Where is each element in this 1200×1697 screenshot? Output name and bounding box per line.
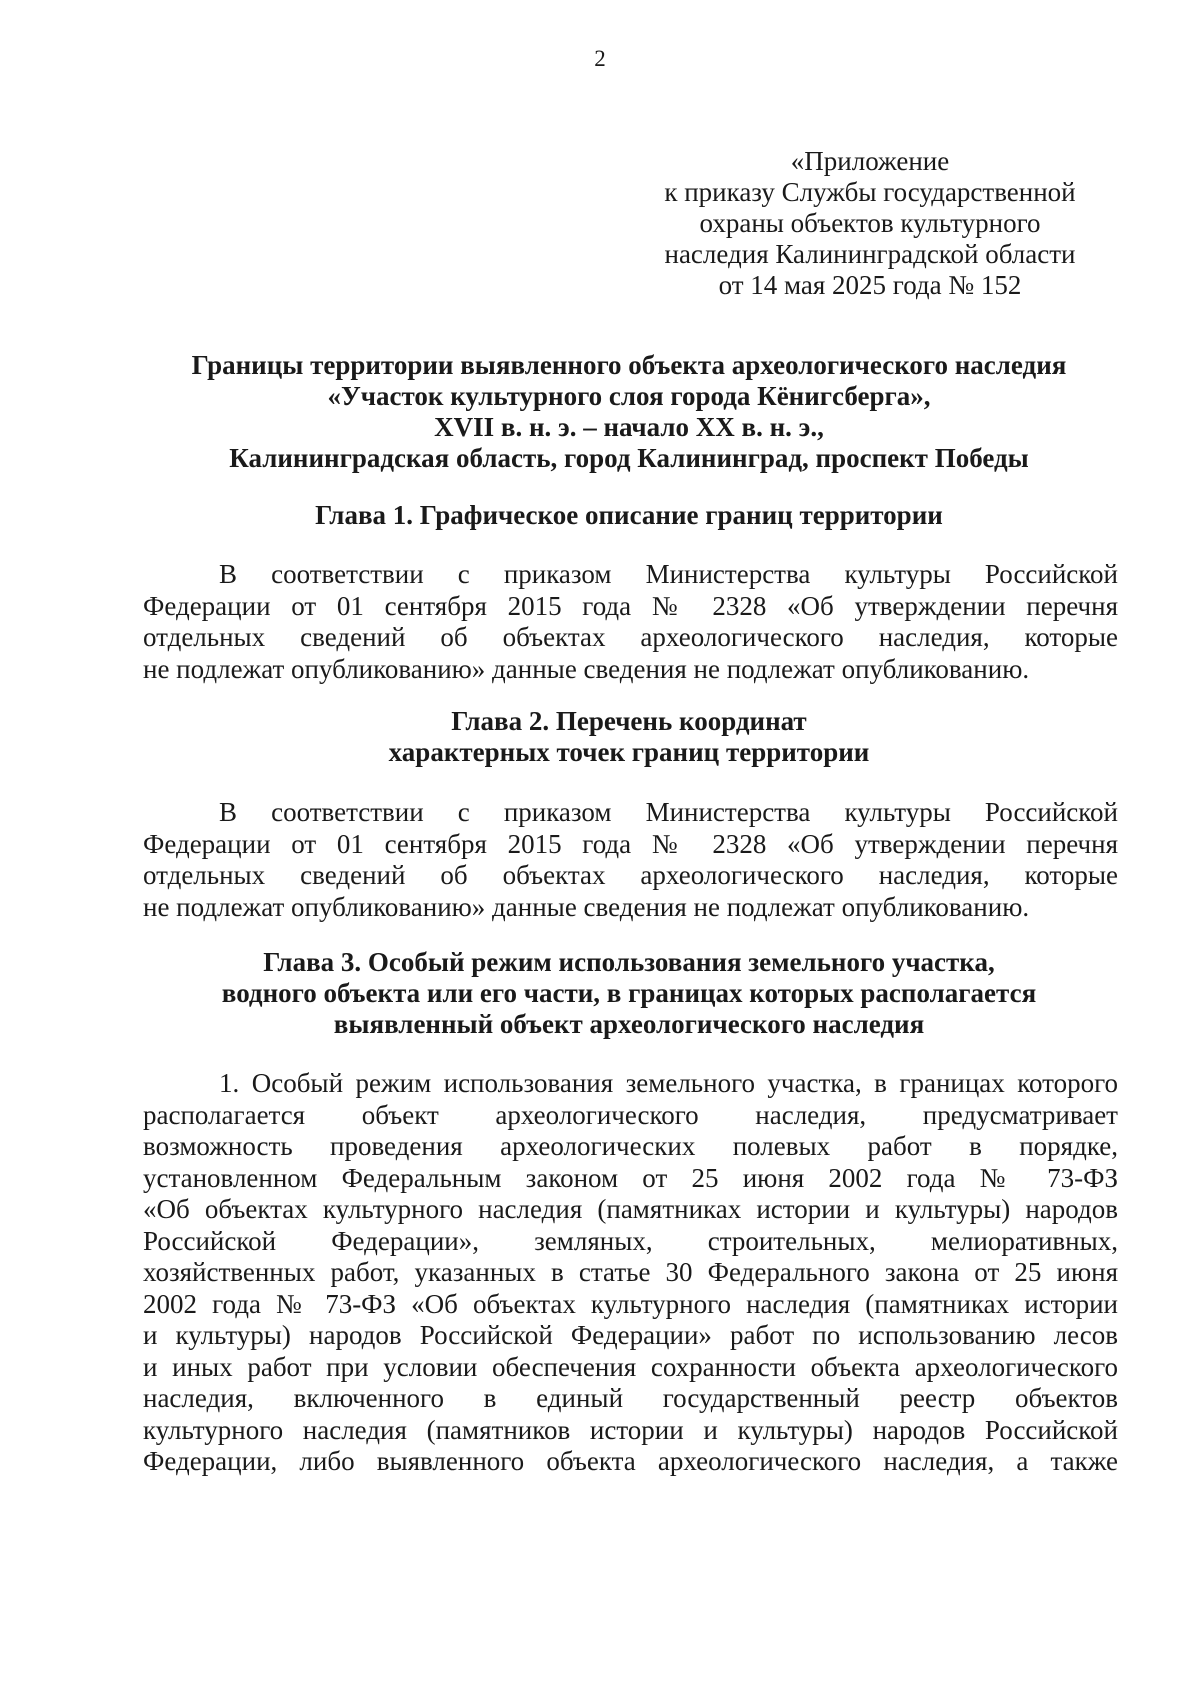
document-title xyxy=(140,350,1118,474)
paragraph-line: В соответствии с приказом Министерства культуры Российской xyxy=(219,559,1118,589)
chapter1-heading-line: Глава 1. Графическое описание границ территории xyxy=(315,500,943,530)
paragraph-line: хозяйственных работ, указанных в статье 30 Федерального закона от 25 июня xyxy=(143,1257,1118,1287)
paragraph-line: и иных работ при условии обеспечения сохранности объекта археологического xyxy=(143,1351,1118,1382)
paragraph-line: Федерации от 01 сентября 2015 года № 2328 «Об утверждении перечня xyxy=(143,828,1118,859)
chapter1-heading xyxy=(140,500,1118,531)
chapter3-heading-line: водного объекта или его части, в границах которых располагается xyxy=(221,978,1037,1008)
chapter1-paragraph xyxy=(143,559,1118,685)
title-line: XVII в. н. э. – начало XX в. н. э., xyxy=(434,412,824,442)
paragraph-line: располагается объект археологического наследия, предусматривает xyxy=(143,1099,1118,1130)
paragraph-line: 1. Особый режим использования земельного участка, в границах которого xyxy=(219,1068,1118,1098)
title-line: Калининградская область, город Калининград, проспект Победы xyxy=(229,443,1029,473)
paragraph-line: Федерации от 01 сентября 2015 года № 2328 «Об утверждении перечня xyxy=(143,590,1118,621)
paragraph-line: В соответствии с приказом Министерства культуры Российской xyxy=(219,797,1118,827)
appendix-header xyxy=(600,146,1140,301)
paragraph-line: возможность проведения археологических полевых работ в порядке, xyxy=(143,1131,1118,1161)
title-line: «Участок культурного слоя города Кёнигсберга», xyxy=(327,381,931,411)
paragraph-line: Федерации, либо выявленного объекта археологического наследия, а также xyxy=(143,1446,1118,1476)
paragraph-line: не подлежат опубликованию» данные сведения не подлежат опубликованию. xyxy=(143,653,1030,684)
page-number: 2 xyxy=(594,46,606,71)
paragraph-line: не подлежат опубликованию» данные сведения не подлежат опубликованию. xyxy=(143,891,1030,922)
paragraph-line: «Об объектах культурного наследия (памятниках истории и культуры) народов xyxy=(143,1194,1118,1224)
chapter2-heading xyxy=(140,706,1118,768)
chapter2-heading-line: характерных точек границ территории xyxy=(388,737,870,767)
chapter3-heading-line: выявленный объект археологического наследия xyxy=(333,1009,925,1039)
appendix-line: охраны объектов культурного xyxy=(699,208,1041,238)
appendix-line: «Приложение xyxy=(790,146,950,176)
title-line: Границы территории выявленного объекта археологического наследия xyxy=(191,350,1067,380)
paragraph-line: 2002 года № 73-ФЗ «Об объектах культурного наследия (памятниках истории xyxy=(143,1288,1118,1319)
paragraph-line: и культуры) народов Российской Федерации» работ по использованию лесов xyxy=(143,1320,1118,1350)
paragraph-line: наследия, включенного в единый государственный реестр объектов xyxy=(143,1383,1118,1413)
paragraph-line: отдельных сведений об объектах археологического наследия, которые xyxy=(143,622,1118,652)
appendix-line: к приказу Службы государственной xyxy=(664,177,1076,207)
paragraph-line: установленном Федеральным законом от 25 июня 2002 года № 73-ФЗ xyxy=(143,1162,1118,1193)
paragraph-line: культурного наследия (памятников истории и культуры) народов Российской xyxy=(143,1414,1118,1445)
appendix-line: от 14 мая 2025 года № 152 xyxy=(718,270,1022,300)
paragraph-line: отдельных сведений об объектах археологического наследия, которые xyxy=(143,860,1118,890)
appendix-line: наследия Калининградской области xyxy=(664,239,1076,269)
chapter2-paragraph xyxy=(143,797,1118,923)
chapter2-heading-line: Глава 2. Перечень координат xyxy=(451,706,807,736)
chapter3-heading-line: Глава 3. Особый режим использования земельного участка, xyxy=(263,947,995,977)
chapter3-paragraph xyxy=(143,1068,1118,1478)
paragraph-line: Российской Федерации», земляных, строительных, мелиоративных, xyxy=(143,1225,1118,1256)
chapter3-heading xyxy=(140,947,1118,1040)
